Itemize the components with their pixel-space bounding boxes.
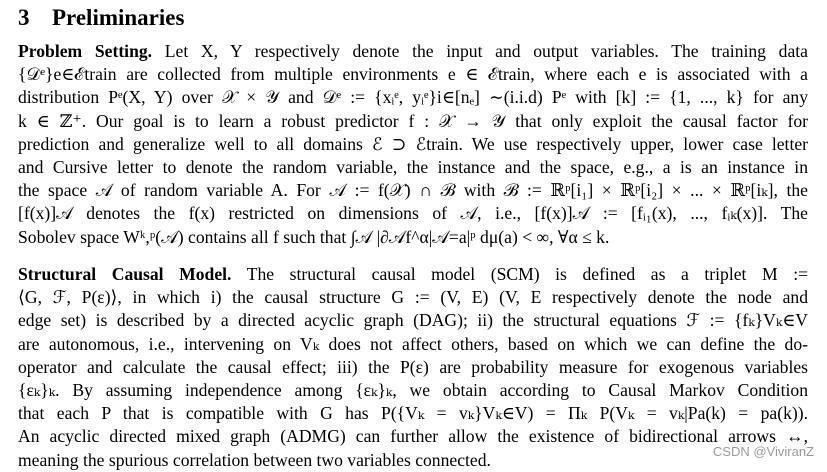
section-title: Preliminaries xyxy=(52,5,185,30)
problem-setting-paragraph xyxy=(18,40,808,249)
paragraph-line: distribution Pᵉ(X, Y) over 𝒳 × 𝒴 and 𝒟ᵉ := {xᵢᵉ, yᵢᵉ}i∈[nₑ] ∼(i.i.d) Pᵉ with [k] := {1, ..., k} for any xyxy=(18,87,808,108)
paragraph-line: the space 𝒜 of random variable A. For 𝒜 := f(𝒳) ∩ ℬ with ℬ := ℝᵖ[i₁] × ℝᵖ[i₂] × ... × ℝᵖ[iₖ], the xyxy=(18,180,808,201)
paragraph-line: and Cursive letter to denote the random variable, the instance and the space, e.g., a is an instance in xyxy=(18,156,808,177)
paragraph-line: prediction and generalize well to all domains ℰ ⊃ ℰtrain. We use respectively upper, lower case letter xyxy=(18,133,808,154)
section-number: 3 xyxy=(18,5,30,30)
section-heading xyxy=(18,4,184,32)
watermark: CSDN @ViviranZ xyxy=(712,444,814,459)
paragraph-line: Sobolev space Wᵏ,ᵖ(𝒜) contains all f such that ∫𝒜 |∂𝒜f^α|𝒜=a|ᵖ dμ(a) < ∞, ∀α ≤ k. xyxy=(18,226,610,247)
paragraph-line: edge set) is described by a directed acyclic graph (DAG); ii) the structural equations ℱ := {fₖ}Vₖ∈V xyxy=(18,310,808,331)
paragraph-line: meaning the spurious correlation between two variables connected. xyxy=(18,449,491,470)
paragraph-line: are autonomous, i.e., intervening on Vₖ does not affect others, based on which we can define the do- xyxy=(18,333,808,354)
paragraph-line: operator and calculate the causal effect; iii) the P(ε) are probability measure for exogenous variables xyxy=(18,356,808,377)
paragraph-line: k ∈ ℤ⁺. Our goal is to learn a robust predictor f : 𝒳 → 𝒴 that only exploit the causal factor for xyxy=(18,110,808,131)
paragraph-line: {εₖ}ₖ. By assuming independence among {εₖ}ₖ, we obtain according to Causal Markov Condition xyxy=(18,379,808,400)
paragraph-line: {𝒟ᵉ}e∈ℰtrain are collected from multiple environments e ∈ ℰtrain, where each e is associated with a xyxy=(18,64,808,85)
paragraph-line: An acyclic directed mixed graph (ADMG) can further allow the existence of bidirectional arrows ↔, xyxy=(18,426,808,447)
scm-heading: Structural Causal Model. xyxy=(18,264,232,284)
paragraph-line: that each P that is compatible with G has P({Vₖ = vₖ}Vₖ∈V) = Πₖ P(Vₖ = vₖ|Pa(k) = pa(k)). xyxy=(18,403,808,424)
paragraph-line: Structural Causal Model. The structural causal model (SCM) is defined as a triplet M := xyxy=(18,264,808,284)
paragraph-line: ⟨G, ℱ, P(ε)⟩, in which i) the causal structure G := (V, E) (V, E respectively denote the node and xyxy=(18,287,808,308)
scm-paragraph xyxy=(18,263,808,472)
problem-setting-heading: Problem Setting. xyxy=(18,41,153,61)
paragraph-line: Problem Setting. Let X, Y respectively denote the input and output variables. The training data xyxy=(18,41,808,61)
paragraph-line: [f(x)]𝒜 denotes the f(x) restricted on dimensions of 𝒜, i.e., [f(x)]𝒜 := [fᵢ₁(x), ..., fᵢₖ(x)]. The xyxy=(18,203,808,224)
